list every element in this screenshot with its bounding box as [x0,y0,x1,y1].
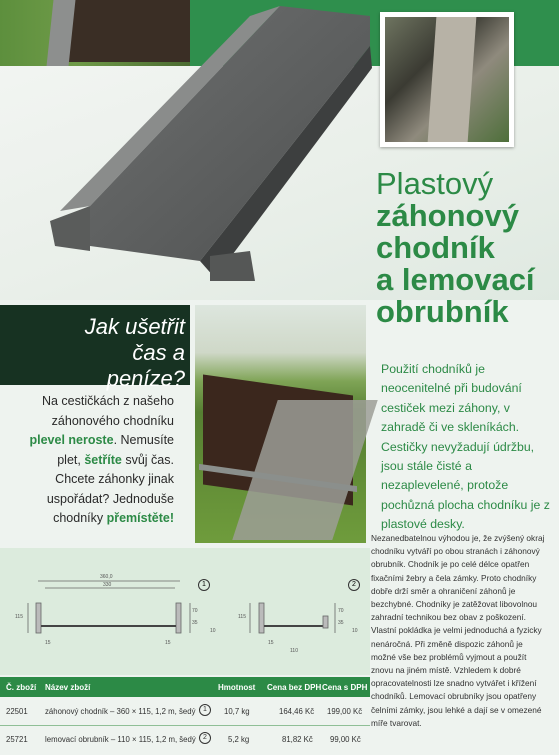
dim-2-h1: 70 [338,608,344,614]
page-title [376,168,556,328]
title-line-1: Plastový [376,166,494,201]
dim-1-side: 115 [15,614,23,620]
th-code: Č. zboží [6,683,37,692]
row-code: 22501 [6,707,28,716]
row-price-ex: 81,82 Kč [282,735,313,744]
walkway-product-image [50,6,375,281]
row-name: záhonový chodník – 360 × 115, 1,2 m, šedý [45,707,196,716]
dim-2-h3: 10 [352,628,358,634]
save-highlight-save: šetříte [84,452,122,467]
save-text-2: . Nemusíte plet, [57,433,174,467]
row-price-ex: 164,46 Kč [279,707,315,716]
dim-2-b1: 15 [268,640,274,646]
dim-1-h2: 35 [192,620,198,626]
save-heading-line-1: Jak ušetřit [84,314,185,339]
garden-photo [195,305,366,543]
save-text-1: Na cestičkách z našeho záhonového chodníku [41,394,174,428]
dim-1-h3: 10 [210,628,216,634]
row-code: 25721 [6,735,28,744]
dim-1-b2: 15 [165,640,171,646]
drawing-2-ref: 2 [345,573,360,591]
th-weight: Hmotnost [218,683,256,692]
dim-1-b1: 15 [45,640,51,646]
row-ref: 1 [196,704,211,716]
intro-paragraph: Použití chodníků je neocenitelné při budování cestiček mezi záhony, v zahradě či ve skleníkách. Cestičky nevyžadují údržbu, jsou stále čisté a nezaplevelené, protože pochůzná plocha chodníku je z plastové desky. [381,362,550,532]
row-price-inc: 199,00 Kč [327,707,363,716]
row-ref: 2 [196,732,211,744]
save-paragraph [24,392,174,529]
dim-1-top1: 360,0 [100,574,113,580]
th-price-ex: Cena bez DPH [267,683,322,692]
save-heading [50,314,185,392]
save-text-3: svůj čas. Chcete záhonky jinak uspořádat? Jednoduše chodníky [46,452,174,525]
table-header [0,677,370,697]
drawing-1-ref: 1 [195,573,210,591]
dim-2-h2: 35 [338,620,344,626]
inset-photo [380,12,514,147]
title-line-4: a lemovací [376,262,535,297]
table-row [0,727,370,751]
body-paragraph: Nezanedbatelnou výhodou je, že zvýšený okraj chodníku vytváří po obou stranách i záhonový obrubník. Chodník je po celé délce opatřen fixačními žebry a čela zámky. Proto chodníky dobře drží směr a ohraničení záhonů je bezchybné. Chodníky je zatěžovat libovolnou zahradní technikou bez obav z poškození. Vlastní pokládka je velmi jednoduchá a fyzicky nenáročná. Při změně dispozic záhonů je možné vše bez problémů vyjmout a použít znovu na jiném místě. Vzhledem k dobré opracovatelnosti lze snadno vytvářet i křížení chodníků. Lemovací obrubníky jsou opatřeny čelními zámky, jsou lehké a dají se v omezené míře tvarovat. [371,533,545,728]
save-highlight-move: přemístěte! [106,511,174,525]
title-line-2: záhonový [376,198,519,233]
dim-2-side: 115 [238,614,246,620]
save-highlight-weeds: plevel neroste [29,433,114,447]
row-divider [0,725,370,726]
dim-2-b2: 110 [290,648,298,654]
th-name: Název zboží [45,683,91,692]
title-line-5: obrubník [376,294,509,329]
th-price-inc: Cena s DPH [322,683,368,692]
title-line-3: chodník [376,230,495,265]
row-weight: 10,7 kg [224,707,250,716]
drawing-svg [0,548,370,675]
dim-1-h1: 70 [192,608,198,614]
save-heading-line-2: čas a peníze? [106,340,185,391]
technical-drawings [0,548,370,675]
row-name: lemovací obrubník – 110 × 115, 1,2 m, šedý [45,735,196,744]
row-weight: 5,2 kg [228,735,250,744]
row-price-inc: 99,00 Kč [330,735,361,744]
dim-1-top2: 330 [103,582,112,588]
table-row [0,699,370,723]
